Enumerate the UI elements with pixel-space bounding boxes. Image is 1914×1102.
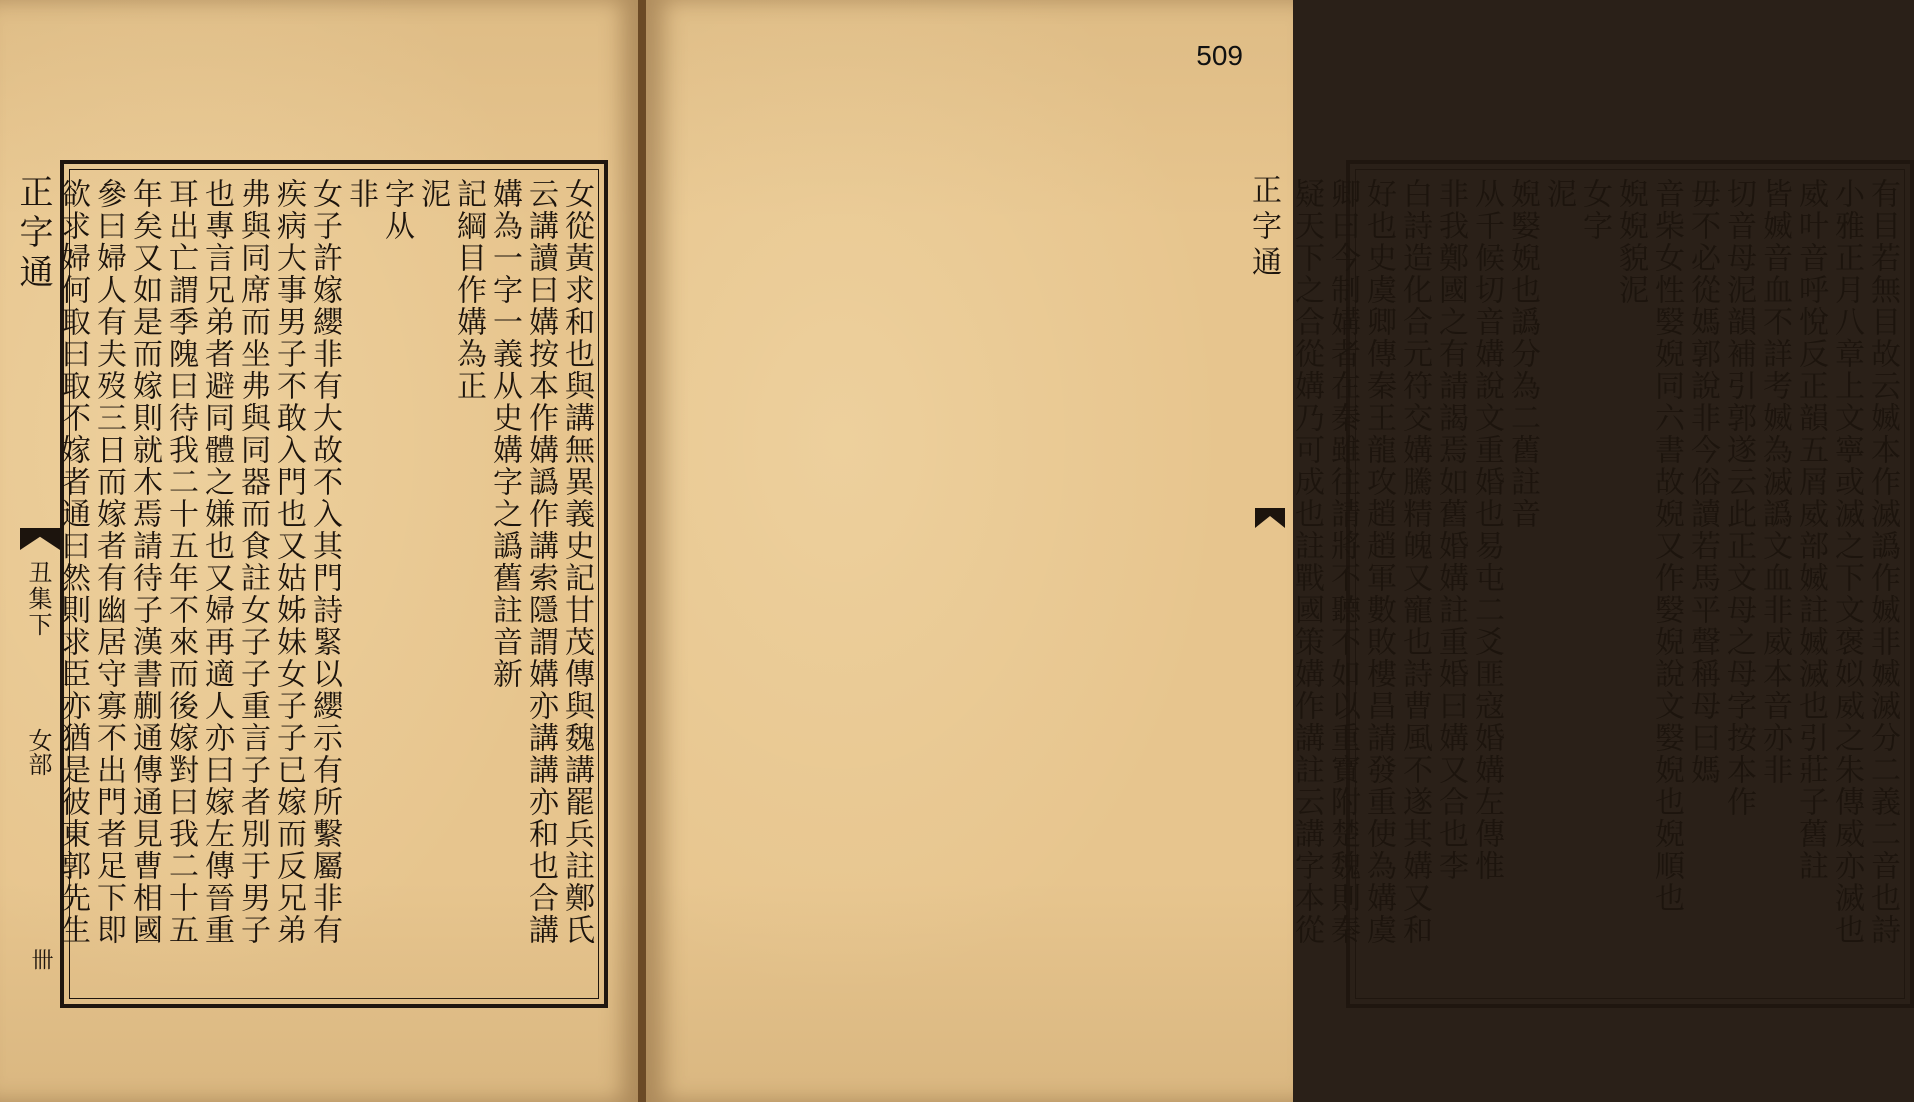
left-column: 女從黃求和也與講無異義史記甘茂傳與魏講罷兵註鄭氏 [559,178,594,946]
right-column: 女字 [1577,178,1612,242]
left-column: 參曰婦人有夫歿三日而嫁者有幽居守寡不出門者足下即 [91,178,126,946]
right-column: 毋不必從媽郭說非今俗讀若馬平聲稱母曰媽 [1685,178,1720,786]
volume-label: 丑集下 [24,560,52,638]
page-number: 509 [1196,40,1243,71]
right-column: 卿曰今制媾者在秦雖往請將不聽不如以重寶附楚魏則秦 [1325,178,1360,946]
left-column: 弗與同席而坐弗與同器而食註女子子重言子者別于男子 [235,178,270,946]
right-column: 从千候切音媾說文重婚也易屯二爻匪寇婚媾左傳惟 [1469,178,1504,882]
leaf-number: 卌 [28,948,53,970]
right-column: 有目若無目故云媙本作滅譌作媙非媙滅分二義二音也詩 [1865,178,1900,946]
left-column: 非 [343,178,378,210]
left-column: 字从 [379,178,414,242]
left-column: 媾為一字一義从史媾字之譌舊註音新 [487,178,522,690]
right-column: 音柴女性嫛婗同六書故婗又作嫛婗說文嫛婗也婗順也 [1649,178,1684,914]
left-column: 也專言兄弟者避同體之嫌也又婦再適人亦曰嫁左傳晉重 [199,178,234,946]
book-title: 正字通 [13,174,53,294]
right-column: 婗婗貌泥 [1613,178,1648,306]
right-column: 泥 [1541,178,1576,210]
right-column: 好也史虞卿傳秦王龍攻趙趙軍數敗樓昌請發重使為媾虞 [1361,178,1396,946]
right-text-body [1289,178,1900,990]
right-column: 婗嫛婗也譌分為二舊註音 [1505,178,1540,530]
left-page [0,0,640,1102]
left-column: 疾病大事男子不敢入門也又姑姊妹女子子已嫁而反兄弟 [271,178,306,946]
right-column: 疑天下之合從媾乃可成也註戰國策媾作講註云講字本從 [1289,178,1324,946]
left-column: 年矣又如是而嫁則就木焉請待子漢書蒯通傳通見曹相國 [127,178,162,946]
book-title-right: 正字通 [1246,174,1281,282]
right-spine [1246,168,1285,988]
left-column: 欲求婦何取曰取不嫁者通曰然則求臣亦猶是彼東郭先生 [55,178,90,946]
right-page [646,0,1900,1102]
radical-section: 女部 [24,728,52,776]
right-column: 皆媙音血不詳考媙為滅譌文血非威本音亦非 [1757,178,1792,786]
left-column: 耳出亡謂季隗曰待我二十五年不來而後嫁對曰我二十五 [163,178,198,946]
right-column: 非我鄭國之有請謁焉如舊婚媾註重婚曰媾又合也李 [1433,178,1468,882]
right-column: 小雅正月八章上文寧或滅之下文褒姒威之朱傳威亦滅也 [1829,178,1864,946]
left-column: 云講讀曰媾按本作媾譌作講索隱謂媾亦講講亦和也合講 [523,178,558,946]
right-text-frame [1289,160,1914,1008]
left-text-frame [55,160,608,1008]
left-column: 女子許嫁纓非有大故不入其門詩緊以纓示有所繫屬非有 [307,178,342,946]
right-column: 白詩造化合元符交媾騰精魄又寵也詩曹風不遂其媾又和 [1397,178,1432,946]
left-column: 泥 [415,178,450,210]
right-column: 切音母泥韻補引郭遂云此正文母之母字按本作 [1721,178,1756,818]
fish-tail-mark-right [1255,508,1285,528]
left-text-body [55,178,594,990]
left-column: 記綱目作媾為正 [451,178,486,402]
right-column: 威叶音呼悅反正韻五屑威部媙註媙滅也引莊子舊註 [1793,178,1828,882]
